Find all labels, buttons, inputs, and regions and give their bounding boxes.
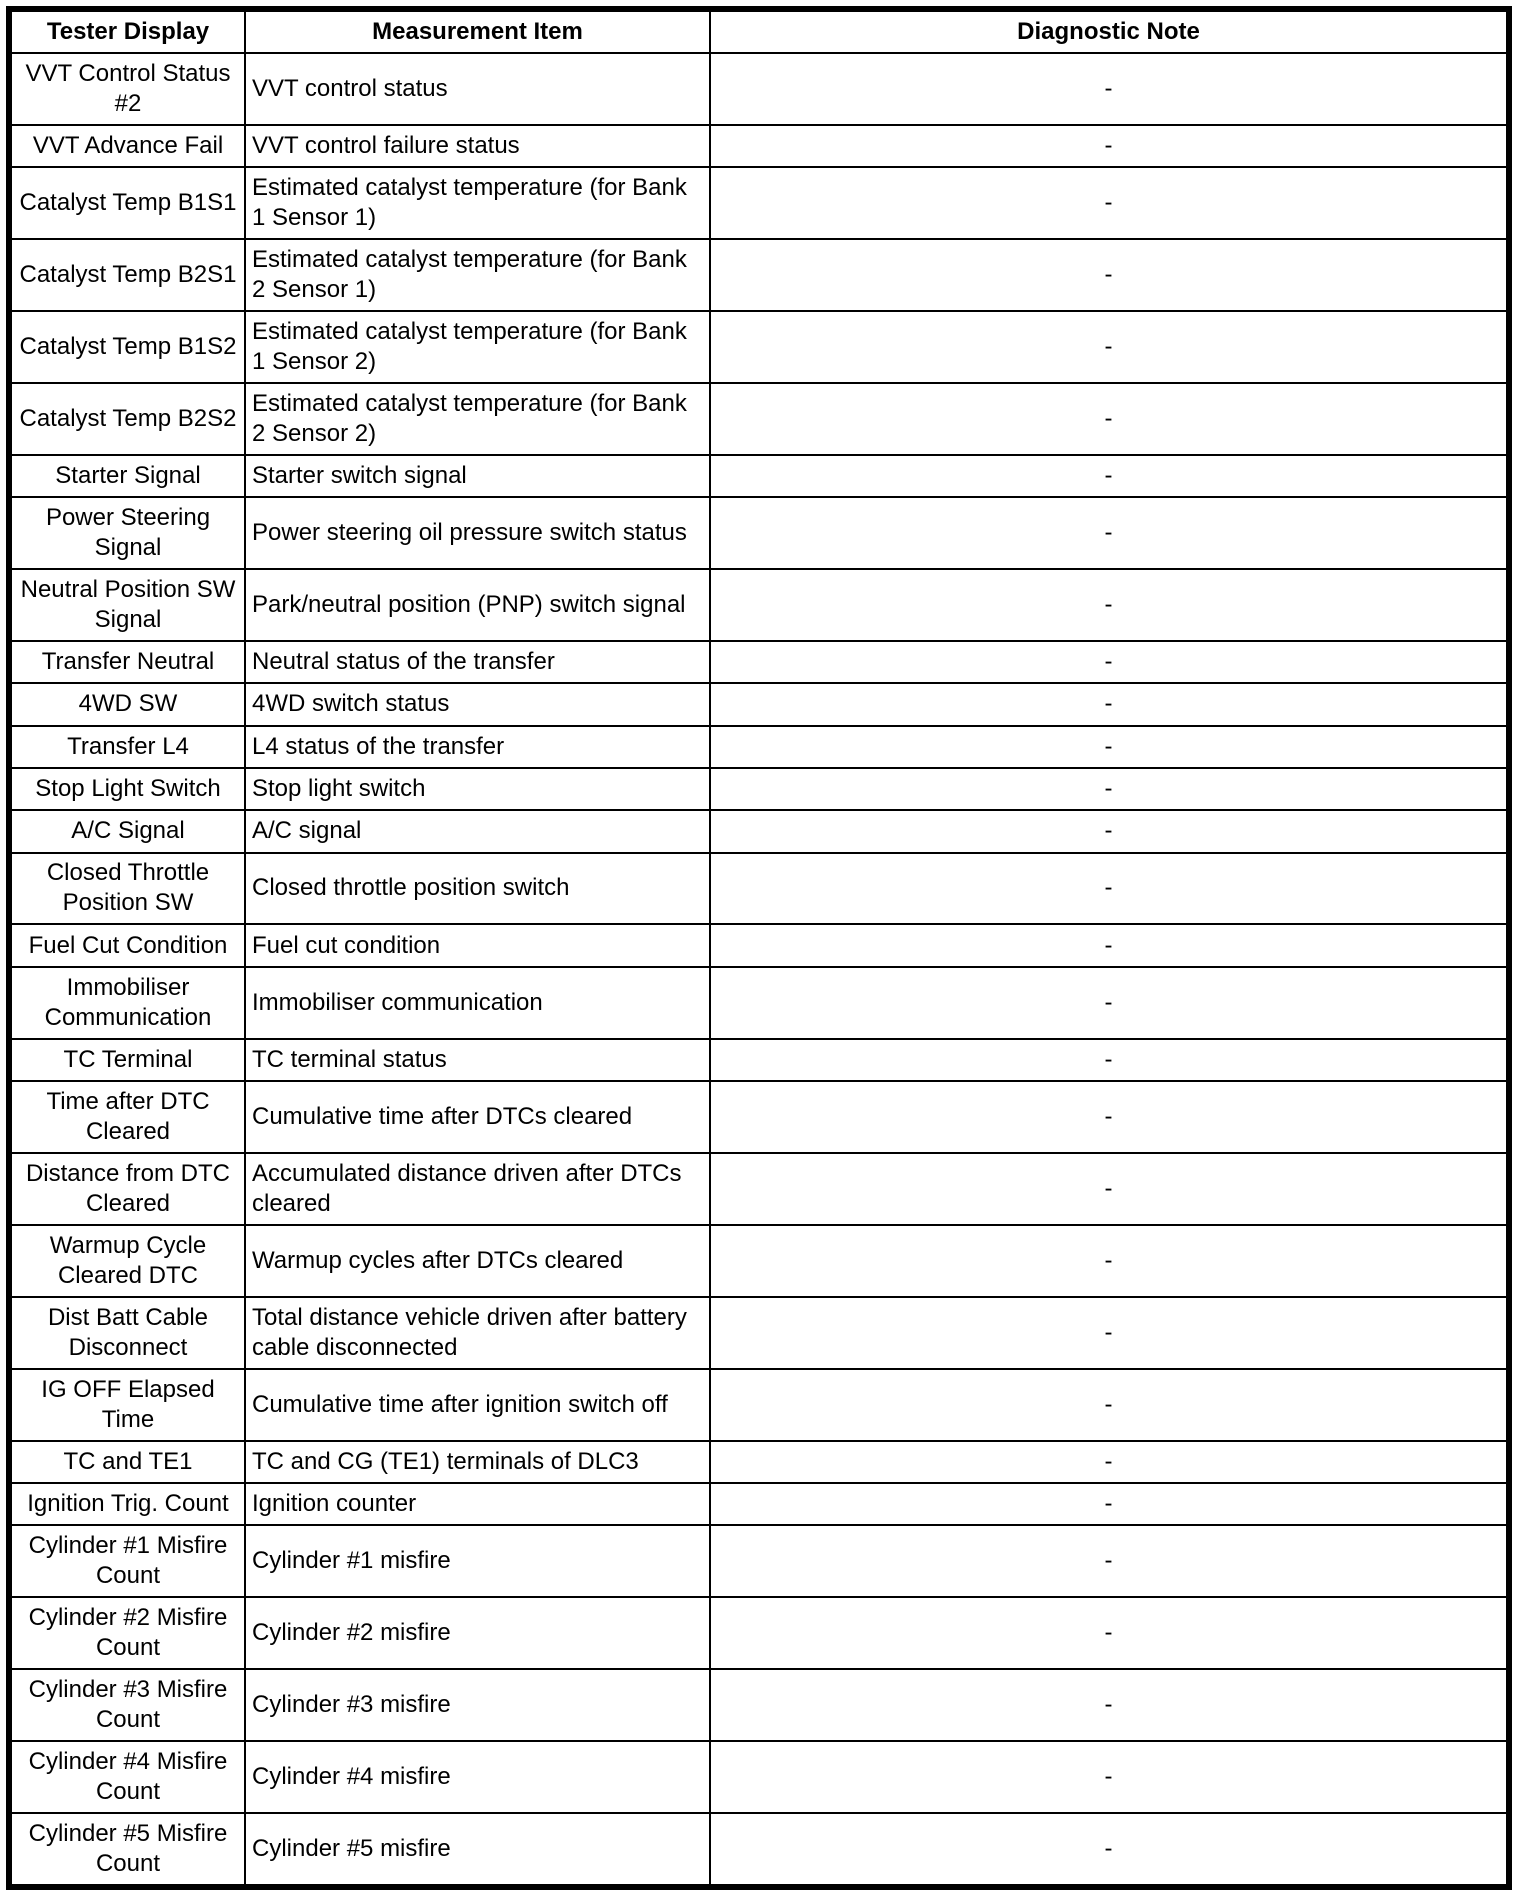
diagnostic-note-cell: - xyxy=(710,53,1507,125)
table-row xyxy=(11,1741,1507,1813)
diagnostic-note-cell: - xyxy=(710,1039,1507,1081)
table-row xyxy=(11,967,1507,1039)
header-tester-display: Tester Display xyxy=(11,11,245,53)
measurement-item-cell: Estimated catalyst temperature (for Bank 1 Sensor 2) xyxy=(245,311,710,383)
table-row xyxy=(11,641,1507,683)
measurement-item-cell: Starter switch signal xyxy=(245,455,710,497)
diagnostic-note-cell: - xyxy=(710,383,1507,455)
diagnostic-note-cell: - xyxy=(710,1081,1507,1153)
measurement-item-cell: VVT control status xyxy=(245,53,710,125)
table-row xyxy=(11,1297,1507,1369)
table-row xyxy=(11,497,1507,569)
diagnostic-note-cell: - xyxy=(710,853,1507,925)
measurement-item-cell: VVT control failure status xyxy=(245,125,710,167)
measurement-item-cell: Accumulated distance driven after DTCs cleared xyxy=(245,1153,710,1225)
table-row xyxy=(11,455,1507,497)
table-row xyxy=(11,1153,1507,1225)
diagnostic-note-cell: - xyxy=(710,167,1507,239)
tester-display-cell: IG OFF Elapsed Time xyxy=(11,1369,245,1441)
measurement-item-cell: Cumulative time after ignition switch off xyxy=(245,1369,710,1441)
measurement-item-cell: Cylinder #3 misfire xyxy=(245,1669,710,1741)
diagnostic-note-cell: - xyxy=(710,1153,1507,1225)
table-row xyxy=(11,853,1507,925)
table-header-row xyxy=(11,11,1507,53)
diagnostic-note-cell: - xyxy=(710,569,1507,641)
measurement-item-cell: Total distance vehicle driven after battery cable disconnected xyxy=(245,1297,710,1369)
measurement-item-cell: Cylinder #4 misfire xyxy=(245,1741,710,1813)
diagnostic-note-cell: - xyxy=(710,1297,1507,1369)
tester-display-cell: VVT Advance Fail xyxy=(11,125,245,167)
diagnostic-note-cell: - xyxy=(710,1369,1507,1441)
table-row xyxy=(11,311,1507,383)
tester-display-cell: Dist Batt Cable Disconnect xyxy=(11,1297,245,1369)
table-row xyxy=(11,726,1507,768)
diagnostic-note-cell: - xyxy=(710,1597,1507,1669)
table-row xyxy=(11,1525,1507,1597)
table-row xyxy=(11,53,1507,125)
tester-display-cell: Immobiliser Communication xyxy=(11,967,245,1039)
table-row xyxy=(11,768,1507,810)
diagnostic-note-cell: - xyxy=(710,967,1507,1039)
diagnostic-note-cell: - xyxy=(710,641,1507,683)
measurement-item-cell: Estimated catalyst temperature (for Bank 2 Sensor 2) xyxy=(245,383,710,455)
tester-display-cell: Warmup Cycle Cleared DTC xyxy=(11,1225,245,1297)
tester-display-cell: Closed Throttle Position SW xyxy=(11,853,245,925)
tester-display-cell: Neutral Position SW Signal xyxy=(11,569,245,641)
tester-display-cell: Power Steering Signal xyxy=(11,497,245,569)
table-row xyxy=(11,239,1507,311)
diagnostic-note-cell: - xyxy=(710,497,1507,569)
diagnostic-note-cell: - xyxy=(710,239,1507,311)
measurement-item-cell: Estimated catalyst temperature (for Bank 1 Sensor 1) xyxy=(245,167,710,239)
tester-display-cell: Distance from DTC Cleared xyxy=(11,1153,245,1225)
diagnostic-note-cell: - xyxy=(710,455,1507,497)
diagnostic-note-cell: - xyxy=(710,1741,1507,1813)
measurement-item-cell: Neutral status of the transfer xyxy=(245,641,710,683)
diagnostic-note-cell: - xyxy=(710,726,1507,768)
tester-display-cell: Transfer Neutral xyxy=(11,641,245,683)
measurement-item-cell: Warmup cycles after DTCs cleared xyxy=(245,1225,710,1297)
diagnostic-note-cell: - xyxy=(710,924,1507,966)
parameter-table xyxy=(10,10,1508,1886)
measurement-item-cell: Park/neutral position (PNP) switch signal xyxy=(245,569,710,641)
tester-display-cell: VVT Control Status #2 xyxy=(11,53,245,125)
diagnostic-note-cell: - xyxy=(710,1483,1507,1525)
measurement-item-cell: Estimated catalyst temperature (for Bank 2 Sensor 1) xyxy=(245,239,710,311)
measurement-item-cell: Cylinder #1 misfire xyxy=(245,1525,710,1597)
table-row xyxy=(11,810,1507,852)
diagnostic-note-cell: - xyxy=(710,1225,1507,1297)
measurement-item-cell: Ignition counter xyxy=(245,1483,710,1525)
tester-display-cell: Time after DTC Cleared xyxy=(11,1081,245,1153)
table-row xyxy=(11,1441,1507,1483)
diagnostic-note-cell: - xyxy=(710,810,1507,852)
table-row xyxy=(11,167,1507,239)
measurement-item-cell: Immobiliser communication xyxy=(245,967,710,1039)
measurement-item-cell: Cylinder #5 misfire xyxy=(245,1813,710,1885)
table-row xyxy=(11,924,1507,966)
diagnostic-note-cell: - xyxy=(710,125,1507,167)
measurement-item-cell: Cumulative time after DTCs cleared xyxy=(245,1081,710,1153)
diagnostic-note-cell: - xyxy=(710,1669,1507,1741)
table-row xyxy=(11,383,1507,455)
measurement-item-cell: L4 status of the transfer xyxy=(245,726,710,768)
measurement-item-cell: Closed throttle position switch xyxy=(245,853,710,925)
table-row xyxy=(11,1597,1507,1669)
tester-display-cell: Ignition Trig. Count xyxy=(11,1483,245,1525)
measurement-item-cell: TC terminal status xyxy=(245,1039,710,1081)
table-row xyxy=(11,683,1507,725)
tester-display-cell: Catalyst Temp B1S1 xyxy=(11,167,245,239)
table-row xyxy=(11,1081,1507,1153)
header-measurement-item: Measurement Item xyxy=(245,11,710,53)
tester-display-cell: Transfer L4 xyxy=(11,726,245,768)
table-row xyxy=(11,1483,1507,1525)
tester-display-cell: Catalyst Temp B2S2 xyxy=(11,383,245,455)
table-row xyxy=(11,125,1507,167)
diagnostic-note-cell: - xyxy=(710,1525,1507,1597)
measurement-item-cell: A/C signal xyxy=(245,810,710,852)
table-row xyxy=(11,1225,1507,1297)
tester-display-cell: Catalyst Temp B2S1 xyxy=(11,239,245,311)
table-row xyxy=(11,1813,1507,1885)
tester-display-cell: Cylinder #1 Misfire Count xyxy=(11,1525,245,1597)
table-row xyxy=(11,1039,1507,1081)
tester-display-cell: A/C Signal xyxy=(11,810,245,852)
tester-display-cell: Cylinder #3 Misfire Count xyxy=(11,1669,245,1741)
tester-display-cell: Fuel Cut Condition xyxy=(11,924,245,966)
measurement-item-cell: 4WD switch status xyxy=(245,683,710,725)
tester-display-cell: TC Terminal xyxy=(11,1039,245,1081)
tester-display-cell: Starter Signal xyxy=(11,455,245,497)
diagnostic-note-cell: - xyxy=(710,683,1507,725)
measurement-item-cell: Stop light switch xyxy=(245,768,710,810)
tester-display-cell: Cylinder #5 Misfire Count xyxy=(11,1813,245,1885)
table-row xyxy=(11,1369,1507,1441)
measurement-item-cell: Fuel cut condition xyxy=(245,924,710,966)
tester-display-cell: TC and TE1 xyxy=(11,1441,245,1483)
table-row xyxy=(11,569,1507,641)
measurement-item-cell: Power steering oil pressure switch status xyxy=(245,497,710,569)
diagnostic-note-cell: - xyxy=(710,1441,1507,1483)
diagnostic-note-cell: - xyxy=(710,311,1507,383)
tester-display-cell: Stop Light Switch xyxy=(11,768,245,810)
table-row xyxy=(11,1669,1507,1741)
diagnostic-note-cell: - xyxy=(710,768,1507,810)
diagnostic-note-cell: - xyxy=(710,1813,1507,1885)
measurement-item-cell: TC and CG (TE1) terminals of DLC3 xyxy=(245,1441,710,1483)
parameter-table-sheet xyxy=(6,6,1512,1890)
tester-display-cell: 4WD SW xyxy=(11,683,245,725)
measurement-item-cell: Cylinder #2 misfire xyxy=(245,1597,710,1669)
tester-display-cell: Catalyst Temp B1S2 xyxy=(11,311,245,383)
tester-display-cell: Cylinder #2 Misfire Count xyxy=(11,1597,245,1669)
tester-display-cell: Cylinder #4 Misfire Count xyxy=(11,1741,245,1813)
header-diagnostic-note: Diagnostic Note xyxy=(710,11,1507,53)
